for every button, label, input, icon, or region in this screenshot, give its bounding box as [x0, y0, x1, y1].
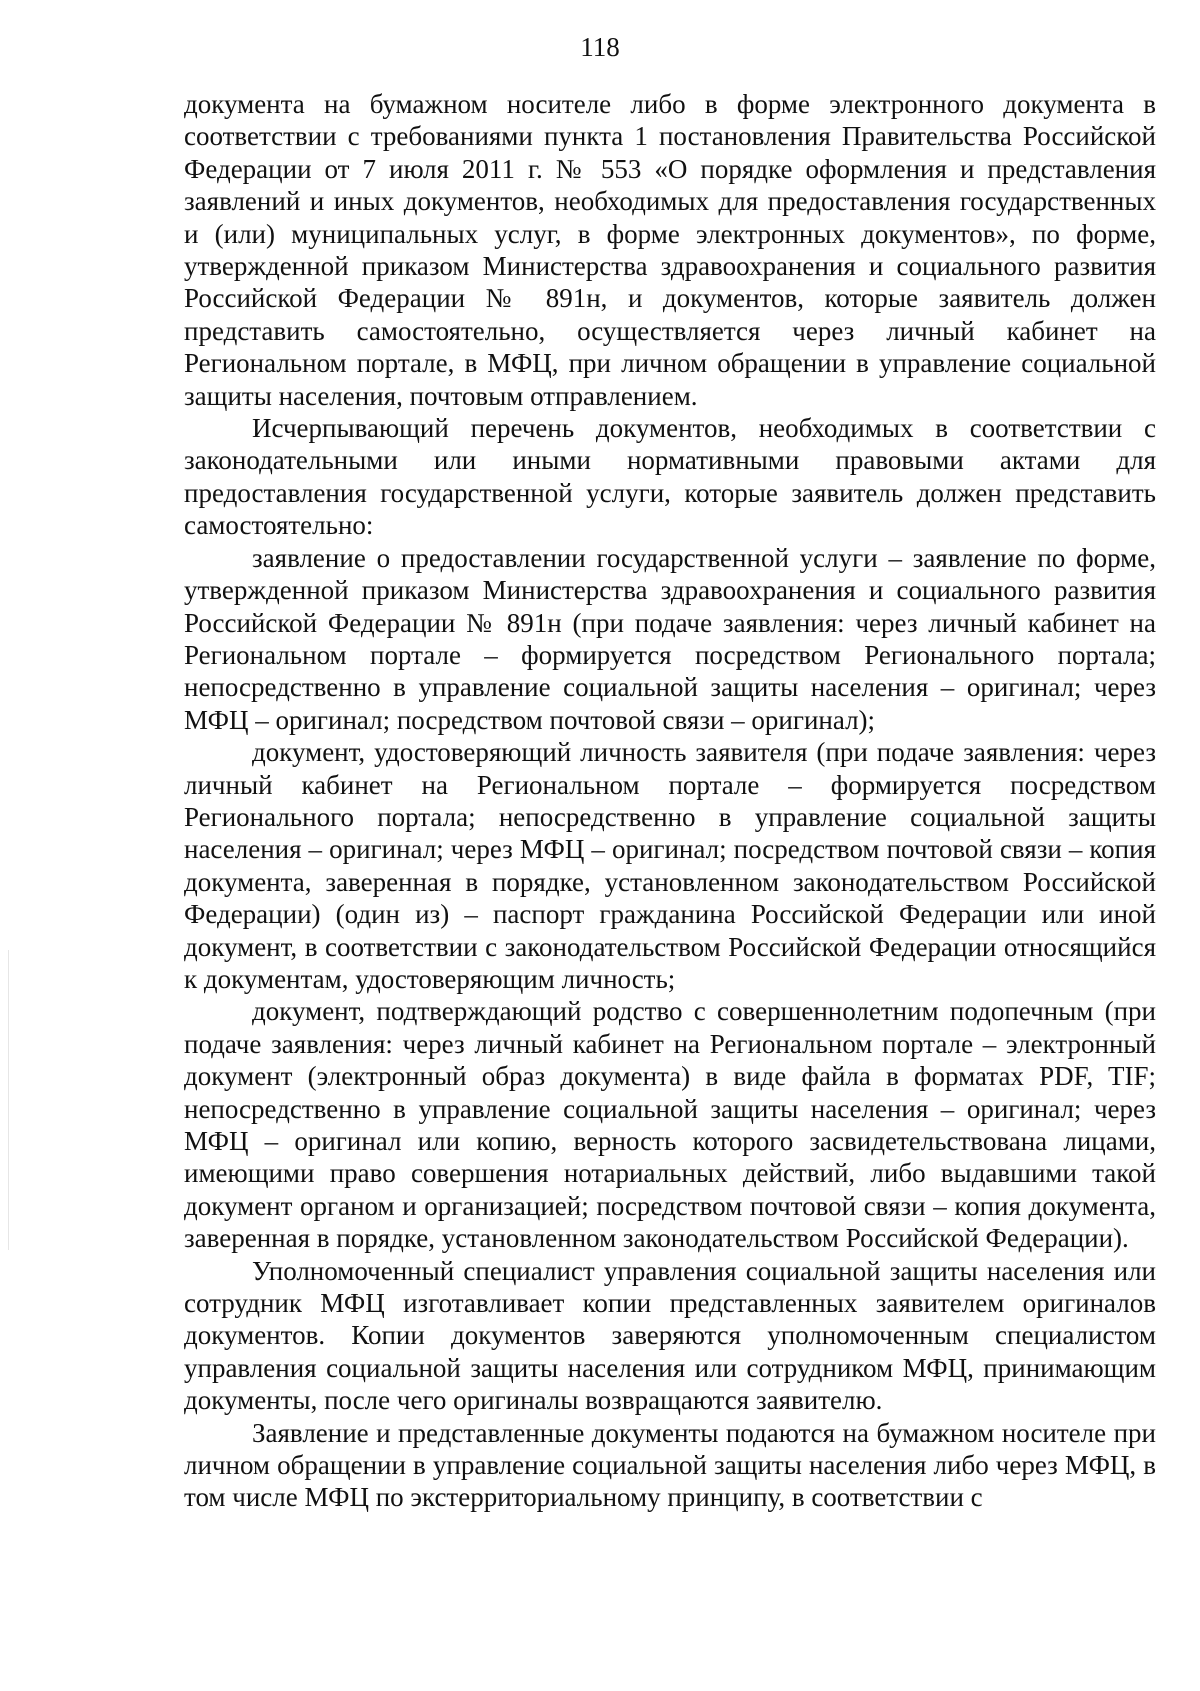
scan-edge-mark: [8, 950, 9, 1250]
paragraph-copies: Уполномоченный специалист управления социальной защиты населения или сотрудник МФЦ изготавливает копии представленных заявителем оригиналов документов. Копии документов заверяются уполномоченным специалистом управления социальной защиты населения или сотрудником МФЦ, принимающим документы, после чего оригиналы возвращаются заявителю.: [184, 1255, 1156, 1416]
paragraph-kinship-document: документ, подтверждающий родство с совершеннолетним подопечным (при подаче заявления: через личный кабинет на Региональном портале – электронный документ (электронный образ документа) в виде файла в форматах PDF, TIF; непосредственно в управление социальной защиты населения – оригинал; через МФЦ – оригинал или копию, верность которого засвидетельствована лицами, имеющими право совершения нотариальных действий, либо выдавшими такой документ органом и организацией; посредством почтовой связи – копия документа, заверенная в порядке, установленном законодательством Российской Федерации).: [184, 996, 1156, 1254]
paragraph-documents-list-intro: Исчерпывающий перечень документов, необходимых в соответствии с законодательными или иными нормативными правовыми актами для предоставления государственной услуги, которые заявитель должен представить самостоятельно:: [184, 413, 1156, 541]
paragraph-application: заявление о предоставлении государственной услуги – заявление по форме, утвержденной приказом Министерства здравоохранения и социального развития Российской Федерации № 891н (при подаче заявления: через личный кабинет на Региональном портале – формируется посредством Регионального портала; непосредственно в управление социальной защиты населения – оригинал; через МФЦ – оригинал; посредством почтовой связи – оригинал);: [184, 542, 1156, 735]
paragraph-identity-document: документ, удостоверяющий личность заявителя (при подаче заявления: через личный кабинет на Региональном портале – формируется посредством Регионального портала; непосредственно в управление социальной защиты населения – оригинал; через МФЦ – оригинал; посредством почтовой связи – копия документа, заверенная в порядке, установленном законодательством Российской Федерации) (один из) – паспорт гражданина Российской Федерации или иной документ, в соответствии с законодательством Российской Федерации относящийся к документам, удостоверяющим личность;: [184, 737, 1156, 994]
document-body: [184, 88, 1156, 1514]
page-number: 118: [580, 32, 620, 62]
paragraph-submission: Заявление и представленные документы подаются на бумажном носителе при личном обращении в управление социальной защиты населения либо через МФЦ, в том числе МФЦ по экстерриториальному принципу, в соответствии с: [184, 1417, 1156, 1513]
paragraph-continuation: документа на бумажном носителе либо в форме электронного документа в соответствии с требованиями пункта 1 постановления Правительства Российской Федерации от 7 июля 2011 г. № 553 «О порядке оформления и представления заявлений и иных документов, необходимых для предоставления государственных и (или) муниципальных услуг, в форме электронных документов», по форме, утвержденной приказом Министерства здравоохранения и социального развития Российской Федерации № 891н, и документов, которые заявитель должен представить самостоятельно, осуществляется через личный кабинет на Региональном портале, в МФЦ, при личном обращении в управление социальной защиты населения, почтовым отправлением.: [184, 89, 1156, 411]
